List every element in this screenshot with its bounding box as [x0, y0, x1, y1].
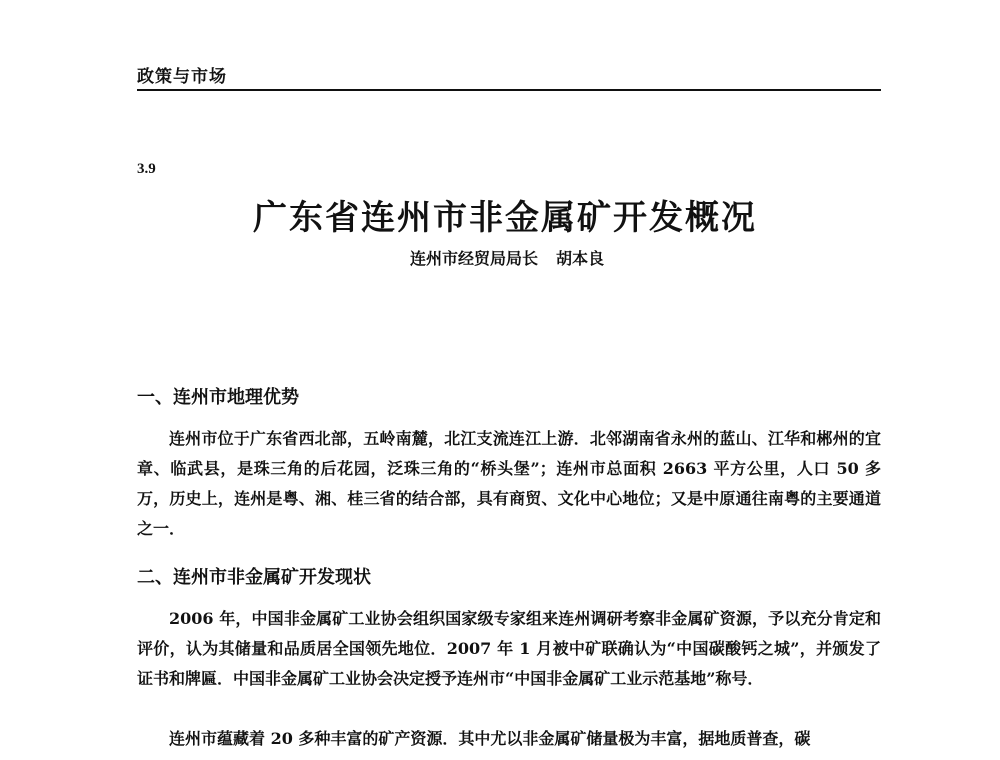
section-heading-2: 二、连州市非金属矿开发现状 [137, 567, 371, 588]
section-heading-1: 一、连州市地理优势 [137, 387, 299, 408]
author-name: 胡本良 [556, 249, 605, 268]
paragraph-resources: 连州市蕴藏着 20 多种丰富的矿产资源．其中尤以非金属矿储量极为丰富，据地质普查，碳 [169, 729, 811, 748]
paragraph-development: 2006 年，中国非金属矿工业协会组织国家级专家组来连州调研考察非金属矿资源，予以充分肯定和评价，认为其储量和品质居全国领先地位．2007 年 1 月被中矿联确认为“中国碳酸钙之城”，并颁发了证书和牌匾．中国非金属矿工业协会决定授予连州市“中国非金属矿工业示范基地”称号． [137, 609, 881, 688]
paragraph-geography: 连州市位于广东省西北部，五岭南麓，北江支流连江上游．北邻湖南省永州的蓝山、江华和郴州的宜章、临武县，是珠三角的后花园，泛珠三角的“桥头堡”；连州市总面积 2663 平方公里，人口 50 多万，历史上，连州是粤、湘、桂三省的结合部，具有商贸、文化中心地位；又是中原通往南粤的主要通道之一． [137, 429, 881, 538]
article-title: 广东省连州市非金属矿开发概况 [253, 198, 757, 238]
running-head: 政策与市场 [137, 67, 227, 87]
section-number: 3.9 [137, 161, 156, 177]
header-rule [137, 89, 881, 91]
author-affiliation: 连州市经贸局局长 [409, 249, 538, 268]
author-line [0, 246, 1000, 269]
